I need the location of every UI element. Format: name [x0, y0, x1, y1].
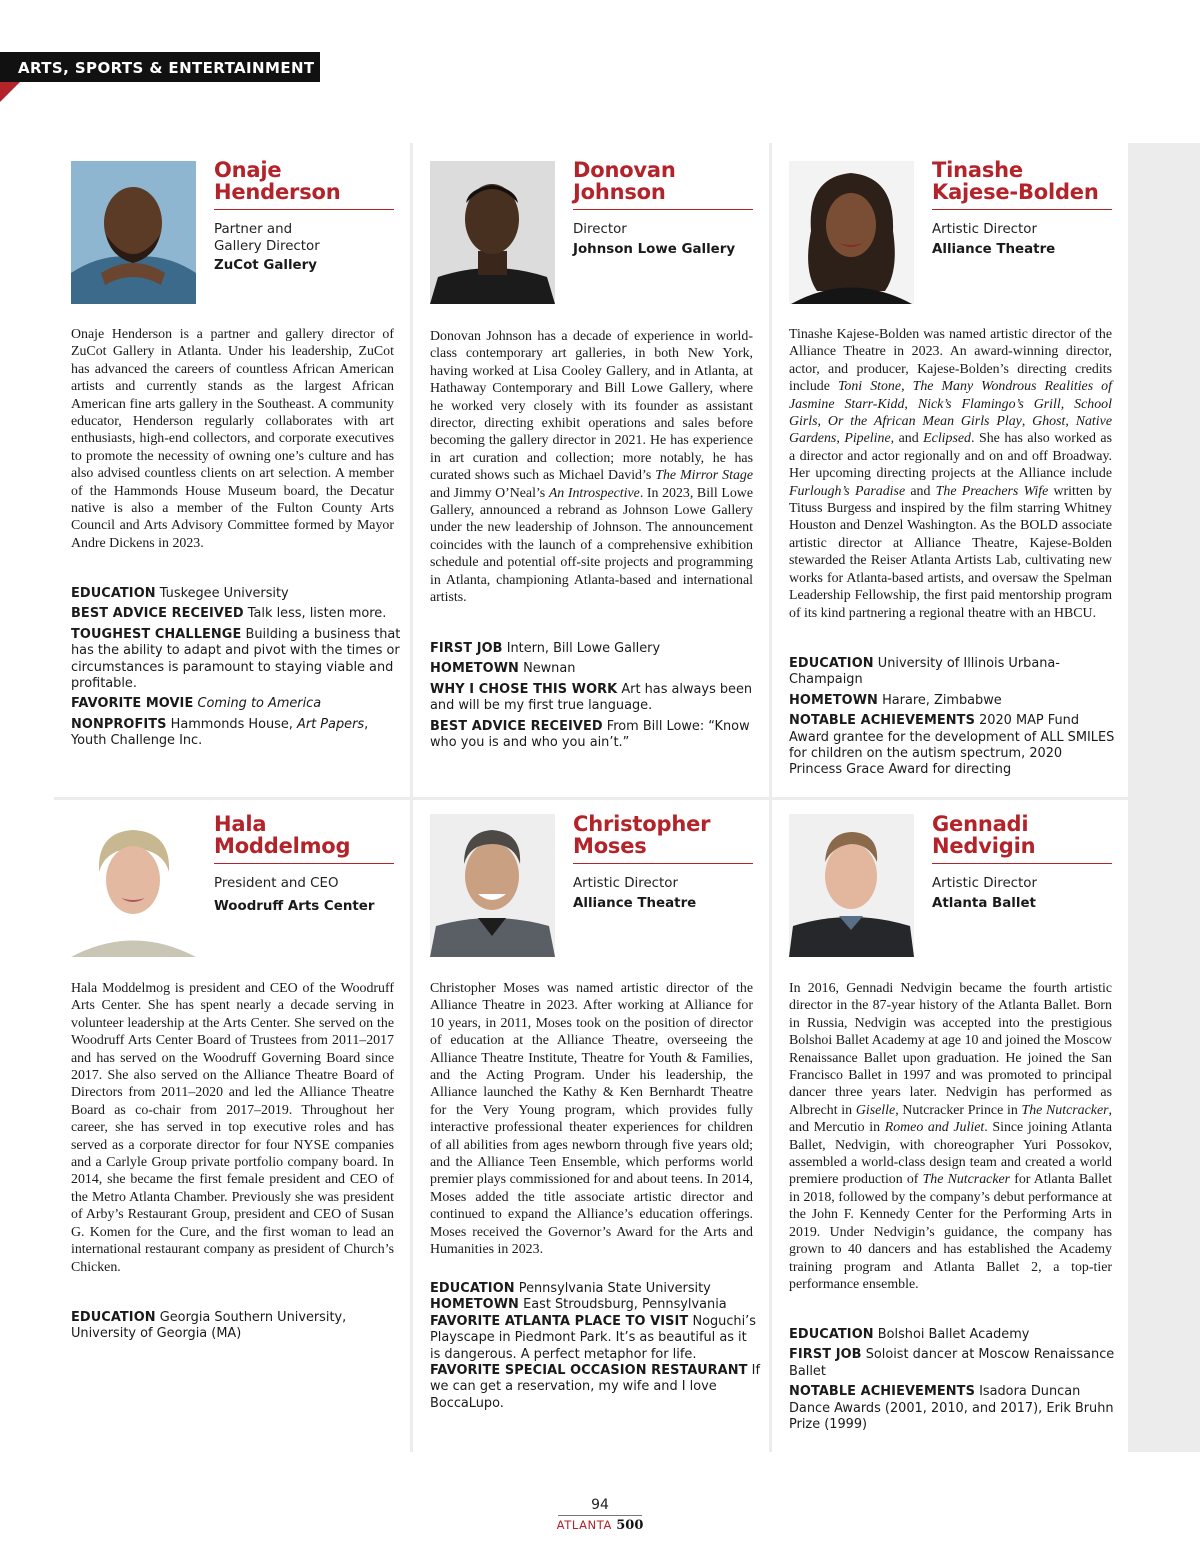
fact-value: Harare, Zimbabwe: [882, 692, 1002, 708]
bio-text: ,: [901, 379, 913, 395]
fact-item: [71, 717, 401, 750]
name-divider: [932, 863, 1112, 864]
name-divider: [932, 209, 1112, 210]
fact-item: [71, 696, 401, 712]
fact-label: FAVORITE SPECIAL OCCASION RESTAURANT: [430, 1363, 748, 1379]
italic-title: The Mirror Stage: [655, 468, 754, 484]
fact-label: BEST ADVICE RECEIVED: [71, 606, 244, 622]
bio-text: Christopher Moses was named artistic director of the Alliance Theatre in 2023. After working at Alliance for 10 years, in 2011, Moses took on the position of director of education at the Alliance Theatre, overseeing the Alliance Theatre Institute, Theatre for Youth & Families, and the Acting Program. Under his leadership, the Alliance launched the Kathy & Ken Bernhardt Theatre for the Very Young program, which provides fully interactive professional theater experiences for children of all abilities from ages newborn through five years old; and the Alliance Teen Ensemble, which performs world premier plays commissioned for and about teens. In 2014, Moses added the title associate artistic director and continued to expand the Alliance’s education offerings. Moses received the Governor’s Award for the Arts and Humanities in 2023.: [430, 981, 753, 1258]
profile-card-kajese-bolden: [772, 143, 1128, 797]
profile-heading: [932, 159, 1112, 258]
fact-value: , Youth Challenge Inc.: [71, 716, 369, 749]
fact-item: [789, 1347, 1119, 1380]
fact-item: [430, 682, 760, 715]
italic-title: The Preachers Wife: [935, 483, 1049, 499]
person-name-first: Christopher: [573, 812, 711, 836]
fact-label: NONPROFITS: [71, 716, 167, 732]
profile-heading: [214, 159, 394, 274]
italic-title: The Nutcracker: [1021, 1102, 1109, 1118]
fact-value: Newnan: [523, 661, 576, 677]
fact-label: FIRST JOB: [789, 1347, 862, 1363]
biography: [430, 980, 753, 1259]
biography: [71, 326, 394, 552]
fact-value: Bolshoi Ballet Academy: [877, 1327, 1030, 1342]
organization: Alliance Theatre: [932, 241, 1056, 257]
fact-list: [430, 1281, 760, 1412]
fact-list: [430, 641, 760, 755]
profile-card-nedvigin: [772, 800, 1128, 1452]
organization: Alliance Theatre: [573, 895, 697, 911]
fact-label: EDUCATION: [789, 656, 874, 671]
fact-item: [789, 1327, 1119, 1343]
person-name-first: Donovan: [573, 158, 676, 182]
fact-list: [789, 656, 1119, 783]
bio-text: ,: [836, 431, 845, 447]
profile-card-henderson: [54, 143, 410, 797]
fact-item: [71, 1310, 401, 1343]
italic-title: An Introspective: [548, 485, 640, 501]
fact-value: Coming to America: [197, 696, 322, 712]
bio-text: Tinashe Kajese-Bolden was named artistic director of the Alliance Theatre in 2023. An award-winning director, actor, and producer, Kajese-Bolden’s directing credits include: [789, 327, 1112, 395]
fact-label: FIRST JOB: [430, 641, 503, 656]
fact-label: FAVORITE ATLANTA PLACE TO VISIT: [430, 1313, 689, 1329]
profile-heading: [573, 159, 753, 258]
bio-text: . In 2023, Bill Lowe Gallery, announced a rebrand as Johnson Lowe Gallery under the new leadership of Johnson. The announcement coincides with the launch of a comprehensive exhibition schedule and potential off-site projects and programming in Atlanta, championing Atlanta-based and international artists.: [430, 485, 753, 606]
italic-title: Ghost: [1032, 414, 1066, 430]
person-name-last: Kajese-Bolden: [932, 180, 1099, 204]
italic-title: The Many Wondrous Realities of Jasmine Starr-Kidd: [789, 379, 1112, 412]
fact-value: Isadora Duncan Dance Awards (2001, 2010, and 2017), Erik Bruhn Prize (1999): [789, 1384, 1114, 1433]
person-name-last: Johnson: [573, 180, 666, 204]
person-name-first: Onaje: [214, 158, 282, 182]
biography: [789, 326, 1112, 622]
fact-value: Building a business that has the ability to adapt and pivot with the times or circumstances is paramount to staying viable and profitable.: [71, 626, 401, 692]
job-title: Partner and: [214, 222, 293, 237]
fact-label: HOMETOWN: [430, 661, 519, 677]
fact-value: Art Papers: [297, 716, 365, 732]
bio-text: ,: [1065, 414, 1076, 430]
profile-card-johnson: [413, 143, 769, 797]
fact-item: [430, 719, 760, 752]
portrait-photo: [430, 161, 555, 304]
fact-label: BEST ADVICE RECEIVED: [430, 718, 603, 734]
profile-heading: [932, 813, 1112, 912]
brand-word: ATLANTA: [556, 1518, 612, 1532]
fact-item: [430, 1281, 760, 1297]
fact-item: [789, 713, 1119, 779]
profile-heading: [214, 813, 394, 915]
profile-heading: [573, 813, 753, 912]
fact-item: [789, 1384, 1119, 1433]
italic-title: Romeo and Juliet: [884, 1120, 985, 1136]
job-title: Artistic Director: [932, 222, 1037, 237]
bio-text: , and: [890, 431, 924, 447]
portrait-photo: [71, 161, 196, 304]
fact-item: [71, 627, 401, 693]
fact-item: [430, 641, 760, 657]
portrait-photo: [71, 814, 196, 957]
brand-number: 500: [616, 1518, 644, 1533]
biography: [789, 980, 1112, 1293]
fact-item: [71, 606, 401, 622]
fact-list: [71, 586, 401, 754]
portrait-photo: [789, 814, 914, 957]
fact-value: University of Illinois Urbana-Champaign: [789, 656, 1060, 688]
italic-title: Eclipsed: [923, 431, 972, 447]
fact-value: Hammonds House,: [170, 716, 298, 732]
fact-label: EDUCATION: [789, 1327, 874, 1342]
section-tab-corner: [0, 82, 20, 102]
fact-value: If we can get a reservation, my wife and I love BoccaLupo.: [430, 1363, 760, 1411]
fact-label: EDUCATION: [430, 1281, 515, 1296]
bio-text: ,: [1021, 414, 1033, 430]
fact-value: Noguchi’s Playscape in Piedmont Park. It’s as beautiful as it is dangerous. A perfect metaphor for life.: [430, 1313, 756, 1362]
job-title: President and CEO: [214, 876, 339, 891]
organization: Johnson Lowe Gallery: [573, 241, 736, 257]
bio-text: , Nutcracker Prince in: [895, 1102, 1022, 1118]
fact-value: East Stroudsburg, Pennsylvania: [523, 1297, 727, 1313]
profile-card-moddelmog: [54, 800, 410, 1452]
fact-item: [430, 1297, 760, 1313]
person-name-last: Moses: [573, 834, 647, 858]
portrait-illustration: [71, 814, 196, 957]
page-number: 94: [591, 1497, 609, 1513]
name-divider: [573, 863, 753, 864]
italic-title: Pipeline: [844, 431, 891, 447]
bio-text: Hala Moddelmog is president and CEO of the Woodruff Arts Center. She has spent nearly a decade serving in volunteer leadership at the Arts Center. She served on the Woodruff Arts Center Board of Trustees from 2011–2017 and has served on the Woodruff Governing Board since 2017. She also served on the Alliance Theatre Board of Directors from 2011–2020 and led the Alliance Theatre Board as co-chair from 2017–2019. Throughout her career, she has served in top executive roles and has served as a corporate director for four NYSE companies and a Carlyle Group private portfolio company board. In 2014, she became the first female president and CEO of the Metro Atlanta Chamber. Previously she was president of Arby’s Restaurant Group, president and CEO of Susan G. Komen for the Cure, and the first woman to lead an international restaurant company as president of Church’s Chicken.: [71, 981, 394, 1275]
fact-value: Tuskegee University: [159, 586, 289, 601]
bio-text: . Since joining Atlanta Ballet, Nedvigin, with choreographer Yuri Possokov, assembled a world-class design team and created a world premiere production of: [789, 1120, 1112, 1188]
fact-item: [430, 661, 760, 677]
bio-text: ,: [1060, 396, 1075, 412]
bio-text: . She has also worked as a director and actor regionally and on and off Broadway. Her upcoming directing projects at the Alliance include: [789, 431, 1112, 482]
job-title-line2: Gallery Director: [214, 238, 320, 254]
bio-text: Onaje Henderson is a partner and gallery director of ZuCot Gallery in Atlanta. Under his leadership, ZuCot has advanced the careers of countless African American artists and currently stands as the largest African American fine arts gallery in the Southeast. A community educator, Henderson regularly collaborates with art enthusiasts, high-end collectors, and corporate executives to promote the necessity of owning one’s culture and has also advised countless clients on art selection. A member of the Hammonds House Museum board, the Decatur native is also a member of the Fulton County Arts Council and Arts Advisory Committee formed by Mayor Andre Dickens in 2023.: [71, 327, 394, 551]
publication-brand: [0, 1518, 1200, 1533]
bio-text: and: [905, 483, 936, 499]
person-name-last: Henderson: [214, 180, 341, 204]
fact-label: EDUCATION: [71, 586, 156, 601]
bio-text: and Jimmy O’Neal’s: [430, 485, 549, 501]
person-name-first: Gennadi: [932, 812, 1029, 836]
italic-title: Giselle: [855, 1102, 896, 1118]
fact-value: From Bill Lowe: “Know who you is and who you ain’t.”: [430, 718, 750, 751]
portrait-illustration: [789, 814, 914, 957]
fact-item: [71, 586, 401, 602]
portrait-photo: [789, 161, 914, 304]
fact-label: WHY I CHOSE THIS WORK: [430, 681, 618, 697]
person-name-first: Tinashe: [932, 158, 1023, 182]
person-name-first: Hala: [214, 812, 267, 836]
fact-label: HOMETOWN: [430, 1297, 519, 1313]
fact-item: [789, 656, 1119, 689]
fact-item: [789, 693, 1119, 709]
portrait-illustration: [430, 161, 555, 304]
job-title: Artistic Director: [932, 876, 1037, 891]
fact-item: [430, 1363, 760, 1412]
fact-label: EDUCATION: [71, 1310, 156, 1325]
person-name-last: Moddelmog: [214, 834, 351, 858]
biography: [430, 328, 753, 607]
name-divider: [214, 209, 394, 210]
biography: [71, 980, 394, 1276]
italic-title: Nick’s Flamingo’s Grill: [917, 396, 1061, 412]
bio-text: Donovan Johnson has a decade of experience in world-class contemporary art galleries, in both New York, having worked at Lisa Cooley Gallery, and in Atlanta, at Hathaway Contemporary and Bill Lowe Gallery, where he worked very closely with its founder as assistant director, directing exhibit operations and sales before becoming the gallery director in 2021. He has experience in art curation and collection; more notably, he has curated shows such as Michael David’s: [430, 329, 753, 484]
fact-value: Talk less, listen more.: [247, 606, 387, 622]
fact-value: Soloist dancer at Moscow Renaissance Ballet: [789, 1347, 1115, 1379]
person-name-last: Nedvigin: [932, 834, 1036, 858]
italic-title: Native Gardens: [789, 414, 1112, 447]
footer-divider: [558, 1515, 642, 1516]
fact-value: Pennsylvania State University: [518, 1281, 711, 1296]
fact-label: NOTABLE ACHIEVEMENTS: [789, 1384, 975, 1400]
name-divider: [573, 209, 753, 210]
bio-text: for Atlanta Ballet in 2018, followed by the company’s debut performance at the John F. Kennedy Center for the Performing Arts in 2019. Under Nedvigin’s guidance, the company has grown to 40 dancers and has established the Academy training program and Atlanta Ballet 2, a top-tier performance ensemble.: [789, 1172, 1113, 1292]
organization: Woodruff Arts Center: [214, 898, 375, 914]
fact-value: Art has always been and will be my first true language.: [430, 681, 753, 714]
bio-text: In 2016, Gennadi Nedvigin became the fourth artistic director in the 87-year history of the Atlanta Ballet. Born in Russia, Nedvigin was accepted into the prestigious Bolshoi Ballet Academy at age 10 and joined the Moscow Renaissance Ballet upon graduation. He joined the San Francisco Ballet in 1997 and was promoted to principal dancer three years later. Nedvigin has performed as Albrecht in: [789, 981, 1112, 1118]
fact-value: 2020 MAP Fund Award grantee for the development of ALL SMILES for children on the autism spectrum, 2020 Princess Grace Award for directing: [789, 713, 1115, 778]
organization: Atlanta Ballet: [932, 895, 1036, 911]
portrait-illustration: [430, 814, 555, 957]
name-divider: [214, 863, 394, 864]
fact-list: [789, 1327, 1119, 1437]
portrait-photo: [430, 814, 555, 957]
fact-list: [71, 1310, 401, 1347]
fact-label: FAVORITE MOVIE: [71, 696, 194, 712]
job-title: Artistic Director: [573, 876, 678, 891]
organization: ZuCot Gallery: [214, 258, 317, 273]
fact-value: Georgia Southern University, University of Georgia (MA): [71, 1310, 347, 1342]
bio-text: written by Tituss Burgess and inspired by the film starring Whitney Houston and Denzel Washington. As the BOLD associate artistic director at Alliance Theatre, Kajese-Bolden stewarded the Reiser Atlanta Artists Lab, cultivating new works for Atlanta-based artists, and oversaw the Spelman Leadership Fellowship, the first paid mentorship program of its kind partnering a regional theatre with an HBCU.: [789, 483, 1112, 621]
italic-title: The Nutcracker: [922, 1172, 1011, 1188]
portrait-illustration: [789, 161, 914, 304]
fact-label: HOMETOWN: [789, 692, 878, 708]
italic-title: Furlough’s Paradise: [789, 483, 906, 499]
portrait-illustration: [71, 161, 196, 304]
job-title: Director: [573, 222, 627, 237]
page-footer: [0, 1497, 1200, 1533]
italic-title: Toni Stone: [837, 379, 902, 395]
fact-value: Intern, Bill Lowe Gallery: [506, 641, 661, 656]
fact-item: [430, 1314, 760, 1363]
section-label: ARTS, SPORTS & ENTERTAINMENT: [0, 52, 320, 82]
bio-text: , and Mercutio in: [789, 1102, 1112, 1136]
profile-card-moses: [413, 800, 769, 1452]
italic-title: School Girls, Or the African Mean Girls Play: [789, 396, 1112, 430]
fact-label: NOTABLE ACHIEVEMENTS: [789, 713, 975, 729]
fact-label: TOUGHEST CHALLENGE: [71, 626, 242, 642]
bio-text: ,: [904, 396, 918, 412]
